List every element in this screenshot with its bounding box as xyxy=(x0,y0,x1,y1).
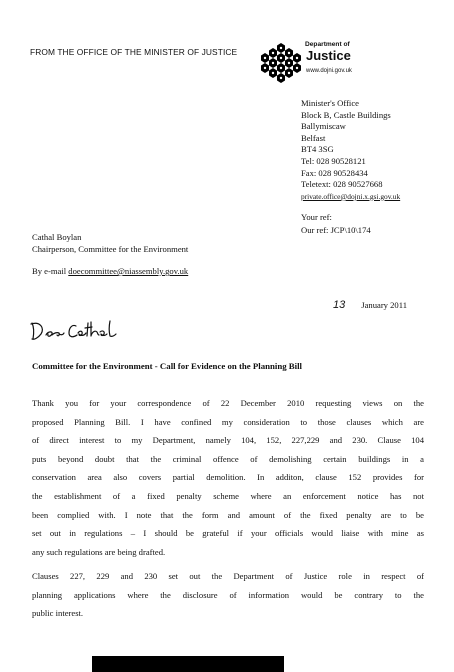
redaction-bar xyxy=(92,656,284,672)
paragraph-line: Thank you for your correspondence of 22 December 2010 requesting views on the xyxy=(32,398,424,408)
letter-date xyxy=(333,299,407,311)
sender-address xyxy=(301,98,400,202)
our-ref: Our ref: JCP\10\174 xyxy=(301,224,371,235)
telephone-line: Tel: 028 90528121 xyxy=(301,155,366,166)
reference-block xyxy=(301,211,371,236)
teletext-line: Teletext: 028 90527668 xyxy=(301,179,383,190)
paragraph-line: proposed Planning Bill. I have confined my consideration to those clauses which are xyxy=(32,416,424,427)
recipient-block xyxy=(32,232,188,255)
greeting-text: Dear Cathal xyxy=(28,318,33,319)
paragraph-line: any such regulations are being drafted. xyxy=(32,546,166,557)
paragraph-line: planning applications where the disclosure of information would be contrary to the xyxy=(32,589,424,600)
logo-name: Justice xyxy=(306,48,351,63)
justice-logo-icon xyxy=(258,41,304,87)
paragraph-line: the establishment of a fixed penalty scheme where an enforcement notice has not xyxy=(32,490,424,501)
email-prefix: By e-mail xyxy=(32,266,69,276)
office-email-link[interactable]: private.office@dojni.x.gsi.gov.uk xyxy=(301,191,401,201)
committee-email-link[interactable]: doecommittee@niassembly.gov.uk xyxy=(68,266,189,276)
handwritten-greeting-signature xyxy=(28,318,124,344)
paragraph-line: been complied with. I note that the form and amount of the fixed penalty are to be xyxy=(32,509,424,520)
recipient-title: Chairperson, Committee for the Environment xyxy=(32,243,189,254)
recipient-name: Cathal Boylan xyxy=(32,232,82,242)
letter-subject: Committee for the Environment - Call for Evidence on the Planning Bill xyxy=(32,361,303,371)
address-line: BT4 3SG xyxy=(301,144,334,155)
paragraph-line: public interest. xyxy=(32,608,84,619)
paragraph-line: conservation area also covers partial demolition. In additon, clause 152 provides for xyxy=(32,472,424,483)
body-paragraph-2 xyxy=(32,567,424,623)
address-line: Block B, Castle Buildings xyxy=(301,109,391,120)
address-line: Ballymiscaw xyxy=(301,121,346,132)
paragraph-line: puts beyond doubt that the criminal offence of demolishing certain buildings in a xyxy=(32,453,424,464)
logo-department-label: Department of xyxy=(305,41,350,48)
email-delivery-line xyxy=(32,266,188,276)
your-ref: Your ref: xyxy=(301,212,332,222)
address-line: Belfast xyxy=(301,132,326,143)
paragraph-line: set out in regulations – I should be grateful if your officials would liaise with mine as xyxy=(32,528,424,539)
office-header-line: FROM THE OFFICE OF THE MINISTER OF JUSTICE xyxy=(30,47,238,57)
department-logo xyxy=(305,41,352,76)
date-day-handwritten: 13 xyxy=(333,299,346,311)
paragraph-line: of direct interest to my Department, namely 104, 152, 227,229 and 230. Clause 104 xyxy=(32,435,424,446)
fax-line: Fax: 028 90528434 xyxy=(301,167,368,178)
logo-url: www.dojni.gov.uk xyxy=(306,68,352,74)
body-paragraph-1 xyxy=(32,394,424,561)
date-month-year: January 2011 xyxy=(361,300,407,310)
paragraph-line: Clauses 227, 229 and 230 set out the Department of Justice role in respect of xyxy=(32,571,424,581)
address-line: Minister's Office xyxy=(301,98,359,108)
